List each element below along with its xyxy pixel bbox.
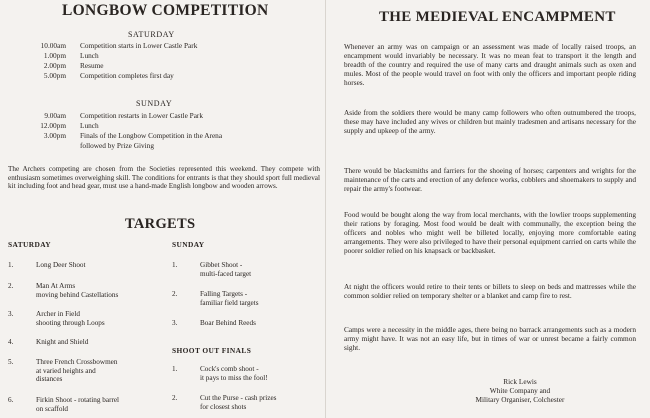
archers-paragraph: The Archers competing are chosen from the Societies represented this weekend. They compete with enthusiasm sometimes overweighing skill. The conditions for entrants is that they should sport full medieval kit including foot and head gear, must use a hand-made English longbow and wooden arrows. (8, 165, 320, 191)
paragraph-camp-followers: Aside from the soldiers there would be many camp followers who often outnumbered the troops, these may have included any wives or children but mainly tradesmen and artisans necessary for the supply and upkeep of the army. (344, 108, 636, 136)
schedule-row: 9.00am Competition restarts in Lower Castle Park (44, 111, 204, 120)
schedule-row: 10.00am Competition starts in Lower Castle Park (40, 41, 198, 50)
targets-sunday-heading: SUNDAY (172, 240, 205, 249)
list-item: 4. Knight and Shield (8, 338, 89, 346)
left-page (0, 0, 323, 418)
paragraph-food: Food would be bought along the way from local merchants, with the lowlier troops supplementing their rations by foraging. Most food would be dealt with communally, the exception being the officers and nobles who might well be billeted locally, enjoying more comfortable eating arrangements. They were also privileged to have their personal equipment carried on carts while the poorer soldier relied on his knapsack or backbasket. (344, 210, 636, 256)
list-item: 1. Long Deer Shoot (8, 261, 86, 269)
page-fold-divider (325, 0, 326, 418)
saturday-targets-list (8, 0, 168, 418)
paragraph-night: At night the officers would retire to their tents or billets to sleep on beds and mattresses while the common soldier relied on temporary shelter or a blanket and camp fire to rest. (344, 282, 636, 301)
list-item: 1. Gibbet Shoot - multi-faced target (172, 261, 252, 278)
list-item: 3. Boar Behind Reeds (172, 319, 256, 327)
targets-title: TARGETS (125, 216, 196, 232)
schedule-row: 5.00pm Competition completes first day (43, 71, 174, 80)
list-item: 6. Firkin Shoot - rotating barrel on scaffold (8, 396, 120, 413)
schedule-row: 12.00pm Lunch (40, 121, 99, 130)
schedule-row: 3.00pm Finals of the Longbow Competition in the Arena (43, 131, 223, 140)
shootout-finals-heading: SHOOT OUT FINALS (172, 346, 252, 355)
encampment-title: THE MEDIEVAL ENCAMPMENT (379, 9, 616, 25)
schedule-row: 1.00pm Lunch (43, 51, 99, 60)
schedule-row: followed by Prize Giving (80, 141, 154, 150)
list-item: 1. Cock's comb shoot - it pays to miss the fool! (172, 365, 268, 382)
saturday-label: SATURDAY (128, 30, 175, 39)
list-item: 5. Three French Crossbowmen at varied heights and distances (8, 358, 118, 384)
signature-line: White Company and (489, 386, 551, 395)
signature-block (450, 377, 590, 404)
list-item: 3. Archer in Field shooting through Loops (8, 310, 105, 327)
shootout-list (172, 0, 322, 418)
signature-name: Rick Lewis (503, 377, 537, 386)
longbow-title: LONGBOW COMPETITION (62, 2, 269, 19)
targets-saturday-heading: SATURDAY (8, 240, 52, 249)
paragraph-campaign: Whenever an army was on campaign or an assessment was made of locally raised troops, an encampment would invariably be necessary. It was no mean feat to transport it the length and breadth of the country and required the use of many carts and draught animals such as oxen and mules. Most of the people would travel on foot with only the officers and important people riding horses. (344, 42, 636, 88)
list-item: 2. Man At Arms moving behind Castellations (8, 282, 119, 299)
paragraph-tradesmen: There would be blacksmiths and farriers for the shoeing of horses; carpenters and wrights for the maintenance of the carts and erection of any defence works, cobblers and shoemakers to supply and repair the army's footwear. (344, 166, 636, 194)
paragraph-camps: Camps were a necessity in the middle ages, there being no barrack arrangements such as a modern army might have. It was not an easy life, but in times of war or unrest became a fairly common sight. (344, 325, 636, 353)
schedule-row: 2.00pm Resume (43, 61, 104, 70)
signature-line: Military Organiser, Colchester (475, 395, 565, 404)
list-item: 2. Falling Targets - familiar field targets (172, 290, 259, 307)
sunday-label: SUNDAY (136, 99, 173, 108)
right-page (330, 0, 650, 418)
list-item: 2. Cut the Purse - cash prizes for closest shots (172, 394, 277, 411)
